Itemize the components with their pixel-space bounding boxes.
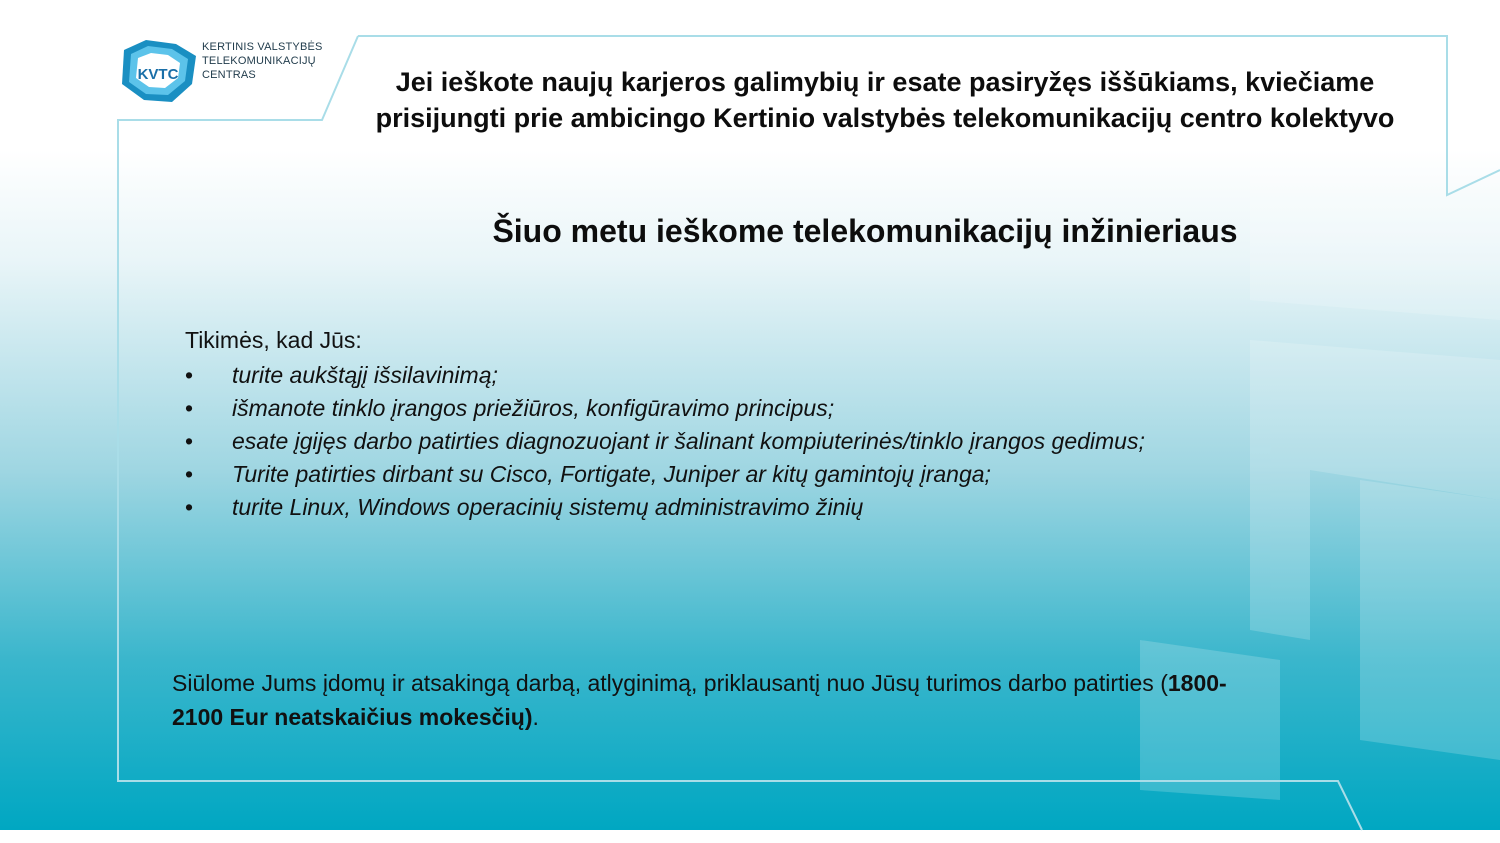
logo-line-2: TELEKOMUNIKACIJŲ	[202, 55, 316, 67]
list-item	[185, 392, 1235, 425]
offer-paragraph	[172, 666, 1232, 734]
requirement-text: turite aukštąjį išsilavinimą;	[232, 362, 498, 388]
offer-end: .	[532, 704, 539, 730]
requirement-text: išmanote tinklo įrangos priežiūros, konfigūravimo principus;	[232, 395, 835, 421]
logo-monogram: KVTC	[137, 66, 179, 83]
bullet-marker: •	[185, 461, 194, 487]
list-item	[185, 359, 1235, 392]
bullet-marker: •	[185, 395, 194, 421]
requirements-intro: Tikimės, kad Jūs:	[185, 327, 362, 353]
requirements-section	[185, 324, 1235, 524]
list-item	[185, 491, 1235, 524]
logo-line-3: CENTRAS	[202, 69, 256, 81]
offer-text: Siūlome Jums įdomų ir atsakingą darbą, atlyginimą, priklausantį nuo Jūsų turimos darbo patirties (	[172, 670, 1168, 696]
logo-text	[202, 40, 323, 82]
logo-line-1: KERTINIS VALSTYBĖS	[202, 41, 323, 53]
requirement-text: esate įgijęs darbo patirties diagnozuojant ir šalinant kompiuterinės/tinklo įrangos gedimus;	[232, 428, 1145, 454]
job-title: Šiuo metu ieškome telekomunikacijų inžinieriaus	[492, 213, 1238, 249]
salary-range: 1800-2100 Eur neatskaičius mokesčių)	[172, 670, 1227, 730]
list-item	[185, 458, 1235, 491]
bullet-marker: •	[185, 362, 194, 388]
bullet-marker: •	[185, 494, 194, 520]
requirements-list	[185, 359, 1235, 524]
list-item	[185, 425, 1235, 458]
requirement-text: Turite patirties dirbant su Cisco, Fortigate, Juniper ar kitų gamintojų įranga;	[232, 461, 991, 487]
bullet-marker: •	[185, 428, 194, 454]
requirement-text: turite Linux, Windows operacinių sistemų administravimo žinių	[232, 494, 864, 520]
headline: Jei ieškote naujų karjeros galimybių ir esate pasiryžęs iššūkiams, kviečiame prisijungti prie ambicingo Kertinio valstybės telekomunikacijų centro kolektyvo	[375, 67, 1395, 133]
